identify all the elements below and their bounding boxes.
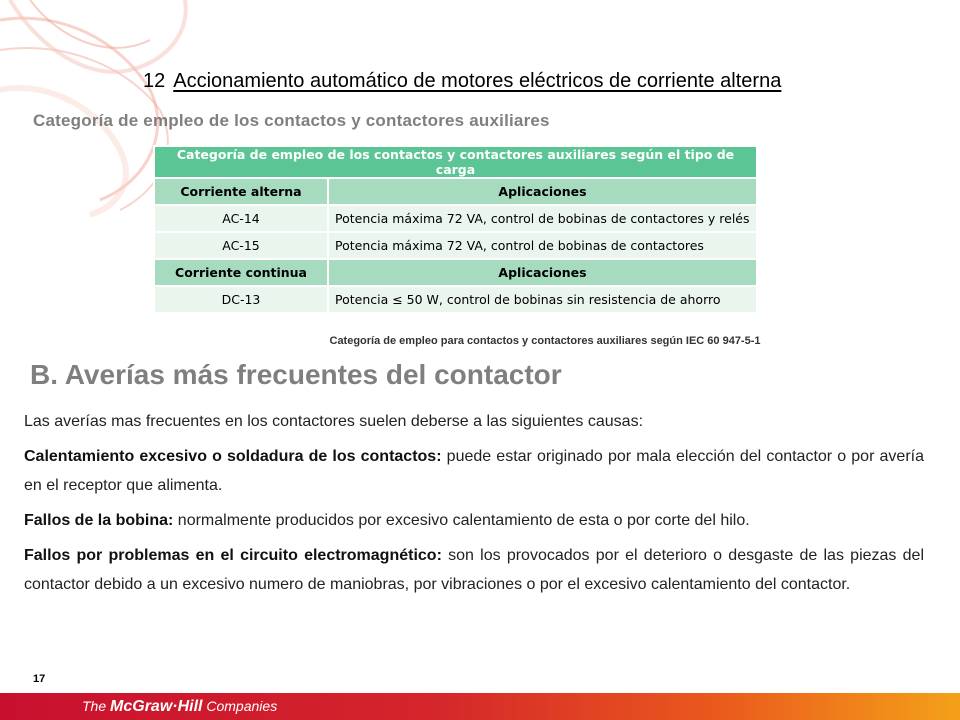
- category-table: [153, 145, 758, 314]
- group-header-current: Corriente continua: [154, 259, 328, 286]
- brand-prefix: The: [82, 698, 111, 714]
- table-row: [154, 205, 757, 232]
- cause-term: Calentamiento excesivo o soldadura de los contactos:: [24, 448, 442, 465]
- group-header-applications: Aplicaciones: [328, 259, 757, 286]
- brand-suffix: Companies: [202, 698, 278, 714]
- slide-header: [143, 68, 781, 94]
- table-cell-code: AC-15: [154, 232, 328, 259]
- group-header-current: Corriente alterna: [154, 178, 328, 205]
- group-header-applications: Aplicaciones: [328, 178, 757, 205]
- table-cell-application: Potencia ≤ 50 W, control de bobinas sin resistencia de ahorro: [328, 286, 757, 313]
- table-cell-application: Potencia máxima 72 VA, control de bobinas de contactores y relés: [328, 205, 757, 232]
- table-cell-code: DC-13: [154, 286, 328, 313]
- cause-text: normalmente producidos por excesivo calentamiento de esta o por corte del hilo.: [173, 512, 750, 529]
- section-title: B. Averías más frecuentes del contactor: [30, 359, 562, 390]
- section-body: [24, 407, 924, 605]
- intro-paragraph: Las averías mas frecuentes en los contactores suelen deberse a las siguientes causas:: [24, 413, 644, 430]
- footer-bar: [0, 693, 960, 720]
- slide-subtitle: Categoría de empleo de los contactos y contactores auxiliares: [33, 111, 550, 130]
- table-group-header: [154, 259, 757, 286]
- cause-paragraph: [24, 442, 924, 500]
- brand-name: McGraw·Hill: [110, 698, 203, 715]
- table-cell-application: Potencia máxima 72 VA, control de bobinas de contactores: [328, 232, 757, 259]
- chapter-title: Accionamiento automático de motores eléctricos de corriente alterna: [173, 70, 782, 92]
- table-row: [154, 286, 757, 313]
- page-number: 17: [33, 673, 46, 685]
- cause-text: puede estar originado por mala elección del contactor o por avería en el receptor que alimenta.: [24, 448, 925, 494]
- chapter-number: 12: [143, 70, 166, 92]
- table-title: Categoría de empleo de los contactos y contactores auxiliares según el tipo de carga: [154, 146, 757, 178]
- table-caption: Categoría de empleo para contactos y contactores auxiliares según IEC 60 947-5-1: [329, 335, 761, 347]
- cause-paragraph: [24, 541, 924, 599]
- cause-term: Fallos por problemas en el circuito electromagnético:: [24, 547, 442, 564]
- cause-term: Fallos de la bobina:: [24, 512, 174, 529]
- table-title-row: [154, 146, 757, 178]
- cause-text: son los provocados por el deterioro o desgaste de las piezas del contactor debido a un excesivo numero de maniobras, por vibraciones o por el excesivo calentamiento del contactor.: [24, 547, 924, 593]
- cause-paragraph: [24, 506, 924, 535]
- table-row: [154, 232, 757, 259]
- table-cell-code: AC-14: [154, 205, 328, 232]
- publisher-logo: [82, 698, 277, 716]
- table-group-header: [154, 178, 757, 205]
